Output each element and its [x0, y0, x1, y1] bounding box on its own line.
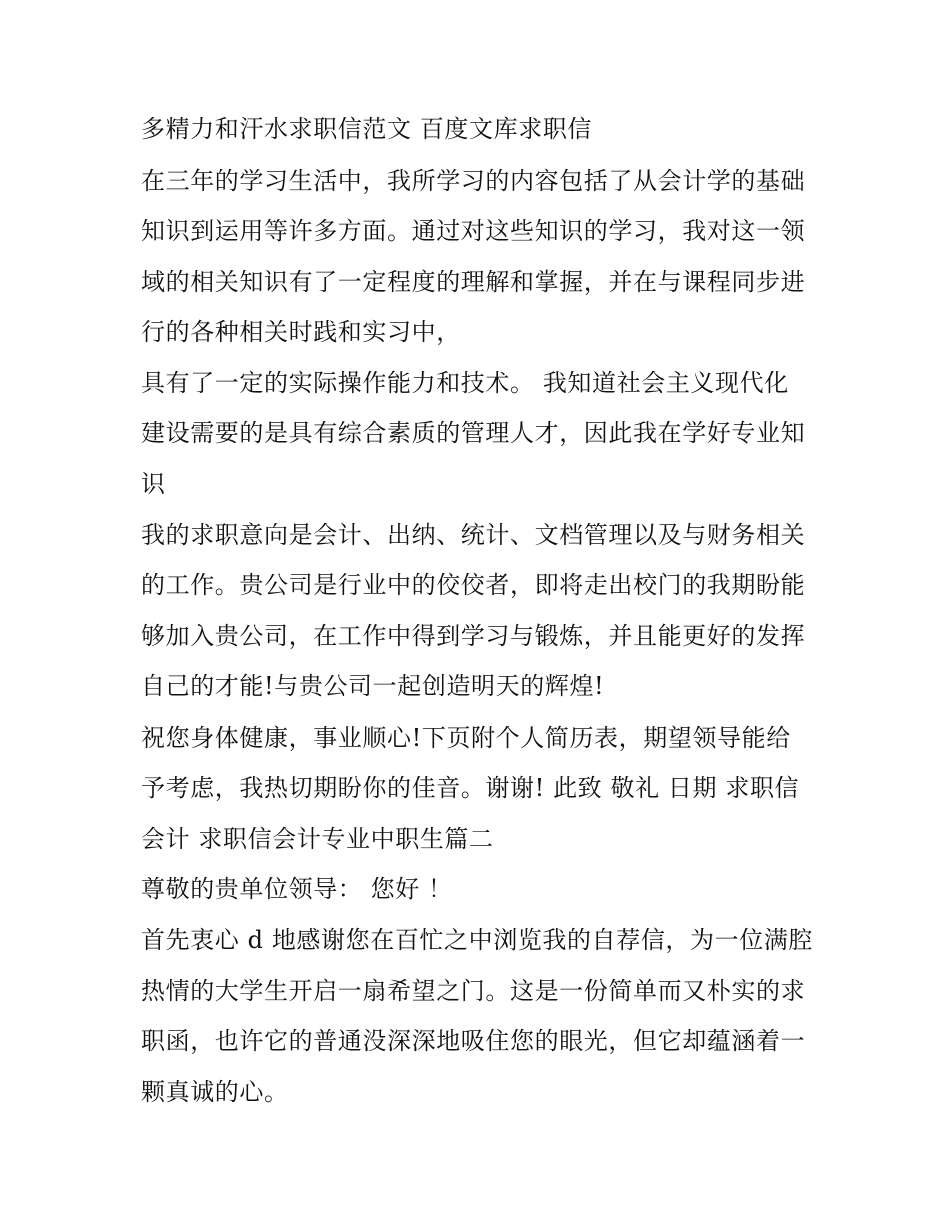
document-line: 够加入贵公司，在工作中得到学习与锻炼，并且能更好的发挥 — [141, 622, 806, 650]
document-line: 热情的大学生开启一扇希望之门。这是一份简单而又朴实的求 — [141, 977, 806, 1005]
document-line: 职函，也许它的普通没深深地吸住您的眼光，但它却蕴涵着一 — [141, 1027, 806, 1055]
document-line: 祝您身体健康，事业顺心!下页附个人简历表，期望领导能给 — [141, 724, 791, 752]
document-line: 具有了一定的实际操作能力和技术。 我知道社会主义现代化 — [141, 369, 789, 397]
document-line: 在三年的学习生活中，我所学习的内容包括了从会计学的基础 — [141, 167, 806, 195]
document-line: 会计 求职信会计专业中职生篇二 — [141, 825, 494, 853]
document-line: 建设需要的是具有综合素质的管理人才，因此我在学好专业知 — [141, 419, 806, 447]
document-line: 我的求职意向是会计、出纳、统计、文档管理以及与财务相关 — [141, 521, 806, 549]
document-line: 识 — [141, 470, 166, 498]
document-line: 自己的才能!与贵公司一起创造明天的辉煌! — [141, 672, 605, 700]
document-line: 的工作。贵公司是行业中的佼佼者，即将走出校门的我期盼能 — [141, 571, 806, 599]
document-line: 颗真诚的心。 — [141, 1078, 289, 1106]
document-line: 知识到运用等许多方面。通过对这些知识的学习，我对这一领 — [141, 217, 806, 245]
document-line: 首先衷心 d 地感谢您在百忙之中浏览我的自荐信，为一位满腔 — [141, 926, 814, 954]
document-line: 域的相关知识有了一定程度的理解和掌握，并在与课程同步进 — [141, 268, 806, 296]
document-line: 予考虑，我热切期盼你的佳音。谢谢! 此致 敬礼 日期 求职信 — [141, 774, 800, 802]
document-line: 行的各种相关时践和实习中， — [141, 318, 461, 346]
document-line: 尊敬的贵单位领导： 您好 ！ — [141, 875, 453, 903]
document-line: 多精力和汗水求职信范文 百度文库求职信 — [141, 115, 593, 143]
